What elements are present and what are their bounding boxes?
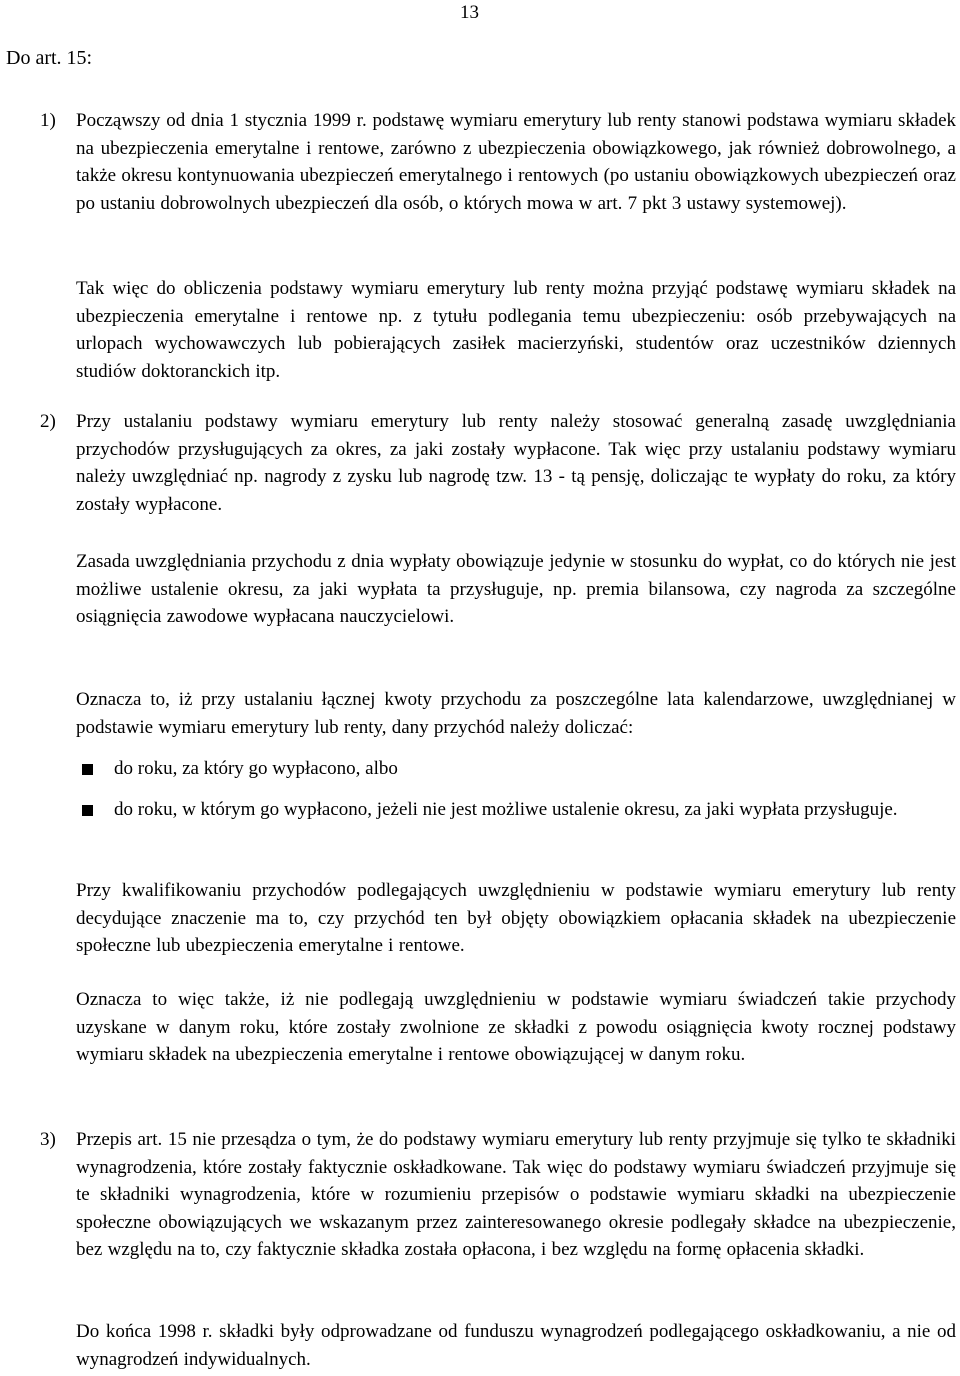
item-3-paragraph-2: Do końca 1998 r. składki były odprowadzane od funduszu wynagrodzeń podlegającego oskładkowaniu, a nie od wynagrodzeń indywidualnych. [76, 1321, 956, 1370]
item-2-number: 2) [40, 411, 56, 432]
item-1-paragraph-2: Tak więc do obliczenia podstawy wymiaru emerytury lub renty można przyjąć podstawę wymiaru składek na ubezpieczenia emerytalne i rentowe np. z tytułu podlegania temu ubezpieczeniu: osób przebywających na urlopach wychowawczych lub pobierających zasiłek macierzyński, studentów oraz uczestników dziennych studiów doktoranckich itp. [76, 278, 956, 382]
item-3-number: 3) [40, 1129, 56, 1150]
square-bullet-icon [82, 764, 93, 775]
page-number: 13 [460, 2, 479, 23]
section-heading: Do art. 15: [6, 47, 93, 69]
item-1-paragraph-1: Począwszy od dnia 1 stycznia 1999 r. podstawę wymiaru emerytury lub renty stanowi podstawa wymiaru składek na ubezpieczenia emerytalne i rentowe, zarówno z ubezpieczenia obowiązkowego, jak również dobrowolnego, a także okresu kontynuowania ubezpieczeń emerytalnego i rentowych (po ustaniu obowiązkowych ubezpieczeń oraz po ustaniu dobrowolnych ubezpieczeń dla osób, o których mowa w art. 7 pkt 3 ustawy systemowej). [76, 110, 956, 214]
item-2-paragraph-5: Oznacza to więc także, iż nie podlegają uwzględnieniu w podstawie wymiaru świadczeń takie przychody uzyskane w danym roku, które zostały zwolnione ze składki z powodu osiągnięcia kwoty rocznej podstawy wymiaru składek na ubezpieczenia emerytalne i rentowe obowiązującej w danym roku. [76, 989, 956, 1065]
item-3-paragraph-1: Przepis art. 15 nie przesądza o tym, że do podstawy wymiaru emerytury lub renty przyjmuje się tylko te składniki wynagrodzenia, które zostały faktycznie oskładkowane. Tak więc do podstawy wymiaru świadczeń przyjmuje się te składniki wynagrodzenia, które w rozumieniu przepisów o podstawie wymiaru składki na ubezpieczenie społeczne obowiązujących we wskazanym przez zainteresowanego okresie podlegały składce na ubezpieczenie, bez względu na to, czy faktycznie składka została opłacona, i bez względu na formę opłacenia składki. [76, 1129, 956, 1260]
list-item-text: do roku, za który go wypłacono, albo [114, 758, 398, 779]
square-bullet-icon [82, 805, 93, 816]
item-2-paragraph-4: Przy kwalifikowaniu przychodów podlegających uwzględnieniu w podstawie wymiaru emerytury lub renty decydujące znaczenie ma to, czy przychód ten był objęty obowiązkiem opłacania składek na ubezpieczenie społeczne lub ubezpieczenia emerytalne i rentowe. [76, 880, 956, 956]
list-item-text: do roku, w którym go wypłacono, jeżeli nie jest możliwe ustalenie okresu, za jaki wypłata przysługuje. [114, 799, 898, 820]
item-2-paragraph-1: Przy ustalaniu podstawy wymiaru emerytury lub renty należy stosować generalną zasadę uwzględniania przychodów przysługujących za okres, za jaki zostały wypłacone. Tak więc przy ustalaniu podstawy wymiaru należy uwzględniać np. nagrody z zysku lub nagrodę tzw. 13 - tą pensję, doliczając te wypłaty do roku, za który zostały wypłacone. [76, 411, 956, 515]
item-2-paragraph-2: Zasada uwzględniania przychodu z dnia wypłaty obowiązuje jedynie w stosunku do wypłat, co do których nie jest możliwe ustalenie okresu, za jaki wypłata ta przysługuje, np. premia bilansowa, czy nagroda za szczególne osiągnięcia zawodowe wypłacana nauczycielowi. [76, 551, 956, 627]
item-1-number: 1) [40, 110, 56, 131]
item-2-paragraph-3: Oznacza to, iż przy ustalaniu łącznej kwoty przychodu za poszczególne lata kalendarzowe, uwzględnianej w podstawie wymiaru emerytury lub renty, dany przychód należy doliczać: [76, 689, 956, 738]
